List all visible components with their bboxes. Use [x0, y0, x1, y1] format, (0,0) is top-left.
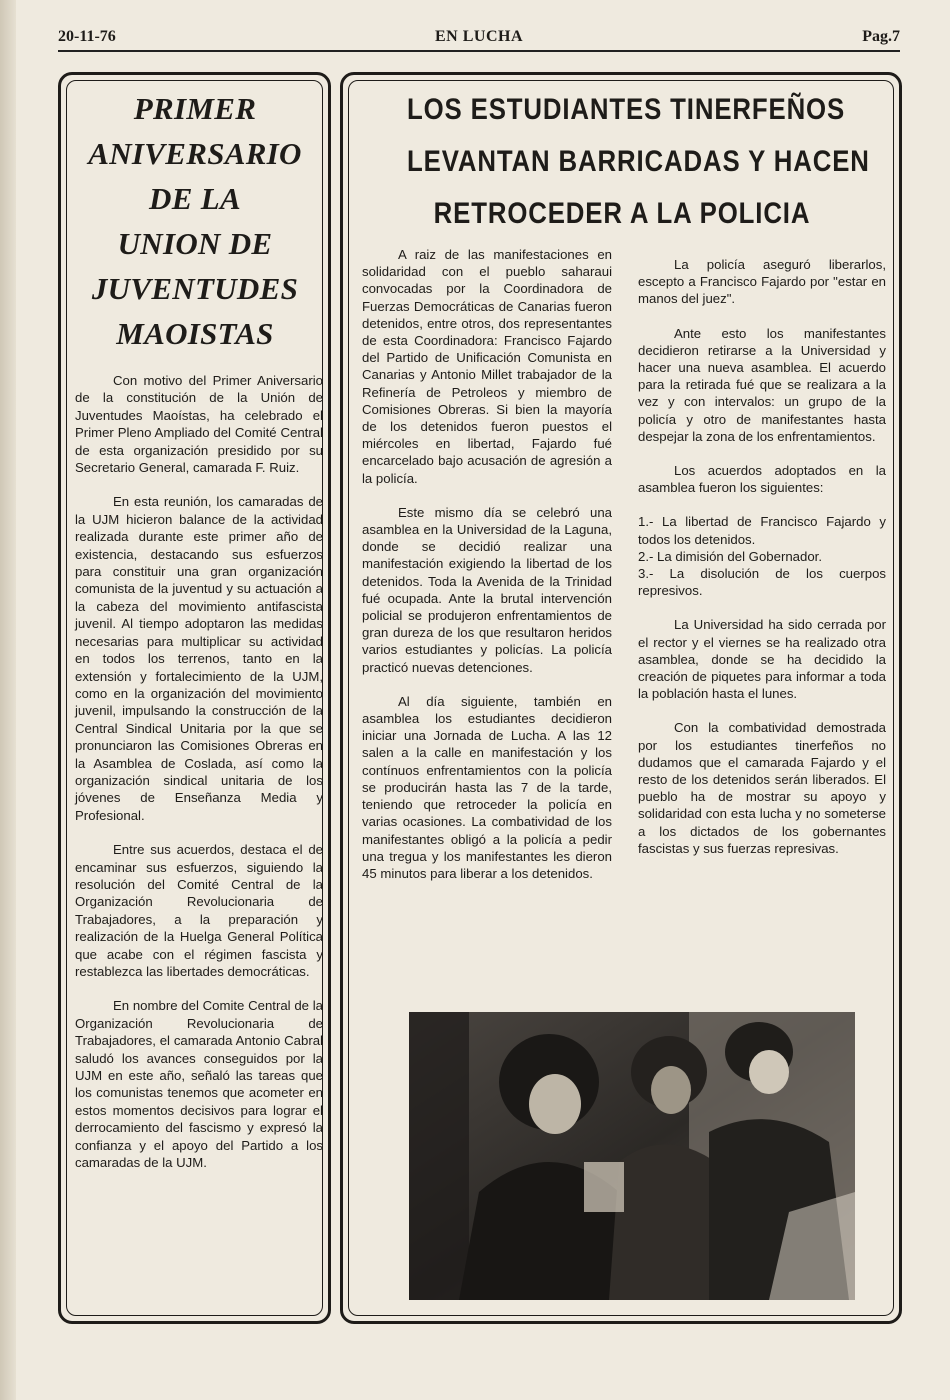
paragraph: A raiz de las manifestaciones en solidaridad con el pueblo saharaui convocadas por la Coordinadora de Fuerzas Democráticas de Canarias fueron detenidos, entre otros, dos representantes de esta Coordinadora: Francisco Fajardo del Partido de Unificación Comunista en Canarias y Antonio Millet trabajador de la Refinería de Petroleos y miembro de Comisiones Obreras. Si bien la mayoría de los detenidos fueron puestos el miércoles en libertad, Fajardo fué encarcelado bajo acusación de agresión a la policía.: [362, 247, 612, 486]
agreement-item: 2.- La dimisión del Gobernador.: [638, 548, 822, 564]
issue-date: 20-11-76: [58, 28, 116, 45]
page-number: Pag.7: [862, 28, 900, 45]
agreement-item: 1.- La libertad de Francisco Fajardo y todos los detenidos.: [638, 514, 886, 547]
paragraph: La policía aseguró liberarlos, escepto a Francisco Fajardo por "estar en manos del juez".: [638, 257, 886, 307]
left-article-title: [70, 86, 320, 356]
paragraph: Con la combatividad demostrada por los estudiantes tinerfeños no dudamos que el camarada Fajardo y el resto de los detenidos serán liberados. El pueblo ha de mostrar su apoyo y solidaridad con esta lucha y no someterse a los dictados de los gobernantes fascistas y sus fuerzas represivas.: [638, 720, 886, 856]
header-rule: [58, 50, 900, 52]
paragraph: La Universidad ha sido cerrada por el rector y el viernes se ha realizado otra asamblea, donde se ha decidido la creación de piquetes para informar a toda la población hasta el lunes.: [638, 617, 886, 702]
right-article-column-1: [362, 246, 612, 899]
title-line: LOS ESTUDIANTES TINERFEÑOS: [407, 93, 846, 126]
title-line: MAOISTAS: [116, 316, 274, 351]
paragraph: Al día siguiente, también en asamblea los estudiantes decidieron iniciar una Jornada de Lucha. A las 12 salen a la calle en manifestación y los contínuos enfrentamientos con la policía se producirán hasta las 7 de la tarde, teniendo que retroceder la policía en varias ocasiones. La combatividad de los manifestantes obligó a la policía a pedir una tregua y los manifestantes les dieron 45 minutos para liberar a los detenidos.: [362, 693, 612, 881]
title-line: PRIMER: [133, 91, 257, 126]
title-line: ANIVERSARIO: [88, 136, 302, 171]
paragraph: Ante esto los manifestantes decidieron retirarse a la Universidad y hacer una nueva asamblea. El acuerdo para la retirada fué que se realizara a la vez y con intervalos: un grupo de la policía y otro de manifestantes hasta despejar la zona de los enfrentamientos.: [638, 325, 886, 444]
agreement-item: 3.- La disolución de los cuerpos represivos.: [638, 566, 886, 599]
paragraph: Entre sus acuerdos, destaca el de encaminar sus esfuerzos, siguiendo la resolución del Comité Central de la Organización Revolucionaria de Trabajadores, a la preparación y realización de la Huelga General Política que acabe con el régimen fascista y restablezca las libertades democráticas.: [75, 842, 323, 979]
paragraph: En esta reunión, los camaradas de la UJM hicieron balance de la actividad realizada durante este primer año de existencia, destacando sus esfuerzos para constituir una gran organización comunista de la juventud y su actuación a la cabeza del movimiento antifascista juvenil. Al tiempo adoptaron las medidas necesarias para multiplicar su actividad en todos los terrenos, tanto en la extensión y fortalecimiento de la UJM, como en la organización del movimiento juvenil, impulsando la construcción de la Central Sindical Unitaria por la que se pronunciaron las Comisiones Obreras en la Asamblea de Coslada, así como la organización sindical unitaria de los jóvenes de Enseñanza Media y Profesional.: [75, 494, 323, 823]
photo-image: [409, 1012, 855, 1300]
paragraph: Los acuerdos adoptados en la asamblea fueron los siguientes:: [638, 463, 886, 496]
title-line: JUVENTUDES: [91, 271, 299, 306]
paragraph: Con motivo del Primer Aniversario de la constitución de la Unión de Juventudes Maoístas, ha celebrado el Primer Pleno Ampliado del Comité Central de esta organización presidido por su Secretario General, camarada F. Ruiz.: [75, 373, 323, 476]
right-article-column-2: [638, 256, 886, 874]
page-header: [58, 24, 900, 52]
binding-edge: [0, 0, 16, 1400]
protest-photo: [409, 1012, 855, 1300]
right-article-title: [407, 84, 870, 240]
title-line: UNION DE: [117, 226, 273, 261]
paragraph: En nombre del Comite Central de la Organización Revolucionaria de Trabajadores, el camarada Antonio Cabral saludó los avances conseguidos por la UJM en este año, señaló las tareas que los comunistas tenemos que acometer en estos momentos decisivos para lograr el derrocamiento del fascismo y expresó la confianza y el apoyo del Partido a los camaradas de la UJM.: [75, 998, 323, 1171]
title-line: RETROCEDER A LA POLICIA: [433, 197, 811, 230]
title-line: DE LA: [149, 181, 241, 216]
paragraph: Este mismo día se celebró una asamblea en la Universidad de la Laguna, donde se decidió realizar una manifestación exigiendo la libertad de los detenidos. Toda la Avenida de la Trinidad fué ocupada. Ante la brutal intervención policial se produjeron enfrentamientos de gran dureza de los que resultaron heridos varios estudiantes y policías. La policía practicó nuevas detenciones.: [362, 504, 612, 675]
left-article-body: [75, 372, 323, 1188]
title-line: LEVANTAN BARRICADAS Y HACEN: [407, 145, 870, 178]
publication-title: EN LUCHA: [434, 28, 523, 45]
